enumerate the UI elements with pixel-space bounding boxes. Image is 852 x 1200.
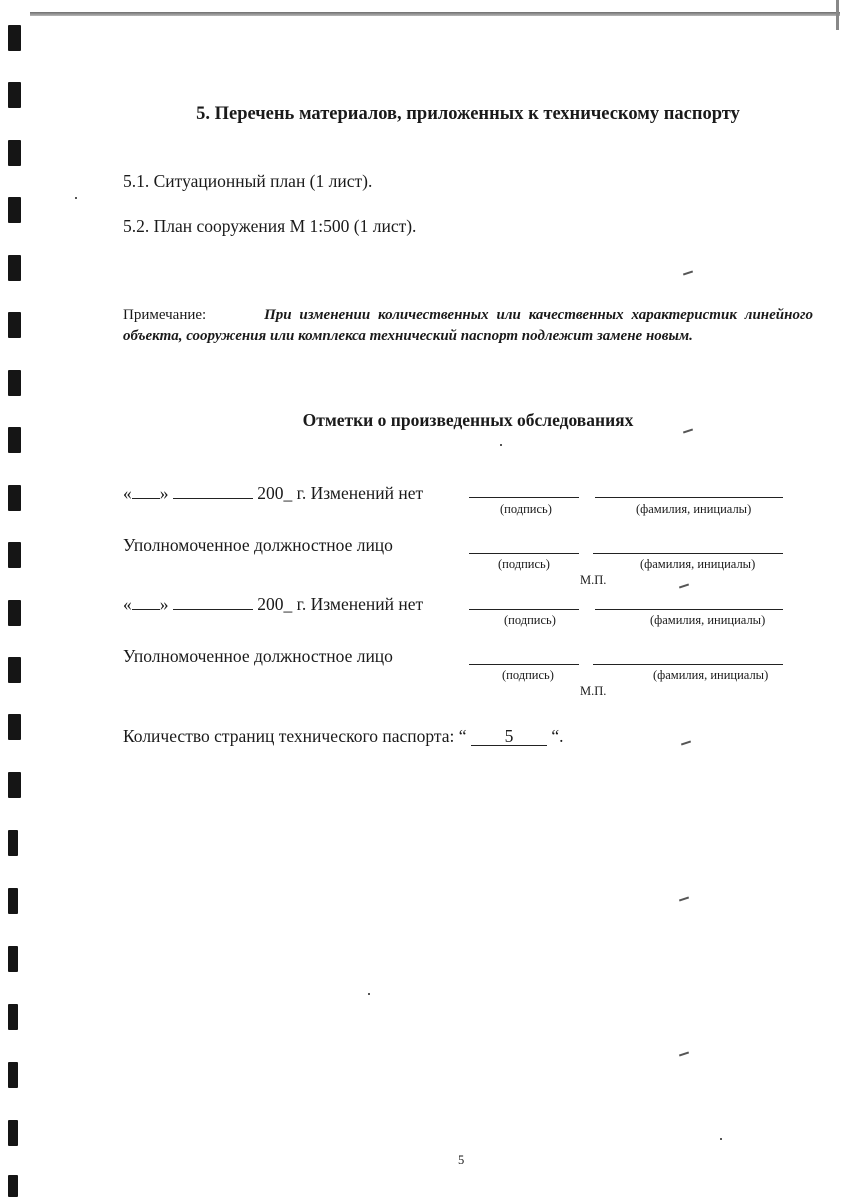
quote-close: » [159,594,169,614]
inspection-date-line-1 [123,480,423,504]
material-item-structure-plan: 5.2. План сооружения М 1:500 (1 лист). [123,216,417,236]
official-name-line-2[interactable] [593,664,783,665]
stamp-place-2: М.П. [580,684,607,698]
note-label: Примечание: [123,307,207,323]
name-caption-1: (фамилия, инициалы) [636,502,752,516]
name-line-1[interactable] [595,497,783,498]
day-blank[interactable] [132,591,160,610]
page-number: 5 [458,1153,465,1167]
signature-caption-2: (подпись) [504,613,556,627]
official-signature-line-1[interactable] [469,553,579,554]
official-label-1: Уполномоченное должностное лицо [123,535,393,555]
scan-right-edge [836,0,839,30]
signature-line-1[interactable] [469,497,579,498]
note-block [123,305,813,347]
quote-open: « [123,594,132,614]
month-blank[interactable] [173,591,253,610]
quote-close: » [159,483,169,503]
stamp-place-1: М.П. [580,573,607,587]
official-signature-caption-1: (подпись) [498,557,550,571]
month-blank[interactable] [173,480,253,499]
year-text: 200_ г. Изменений нет [257,594,424,614]
material-item-situational-plan: 5.1. Ситуационный план (1 лист). [123,171,373,191]
note-text: При изменении количественных или качественных характеристик линейного объекта, сооружения или комплекса технический паспорт подлежит замене новым. [123,307,814,344]
official-signature-line-2[interactable] [469,664,579,665]
name-line-2[interactable] [595,609,783,610]
page-count-close: “. [551,726,564,746]
page-count-label: Количество страниц технического паспорта: “ [123,726,467,746]
quote-open: « [123,483,132,503]
official-name-line-1[interactable] [593,553,783,554]
official-signature-caption-2: (подпись) [502,668,554,682]
year-text: 200_ г. Изменений нет [257,483,424,503]
official-label-2: Уполномоченное должностное лицо [123,646,393,666]
scan-top-edge [30,12,840,16]
inspection-date-line-2 [123,591,423,615]
day-blank[interactable] [132,480,160,499]
official-name-caption-1: (фамилия, инициалы) [640,557,756,571]
page-count-line [123,726,563,747]
section-heading: 5. Перечень материалов, приложенных к техническому паспорту [196,104,740,124]
page-count-value[interactable]: 5 [471,728,547,746]
signature-line-2[interactable] [469,609,579,610]
name-caption-2: (фамилия, инициалы) [650,613,766,627]
inspections-title: Отметки о произведенных обследованиях [302,410,634,430]
official-name-caption-2: (фамилия, инициалы) [653,668,769,682]
signature-caption-1: (подпись) [500,502,552,516]
